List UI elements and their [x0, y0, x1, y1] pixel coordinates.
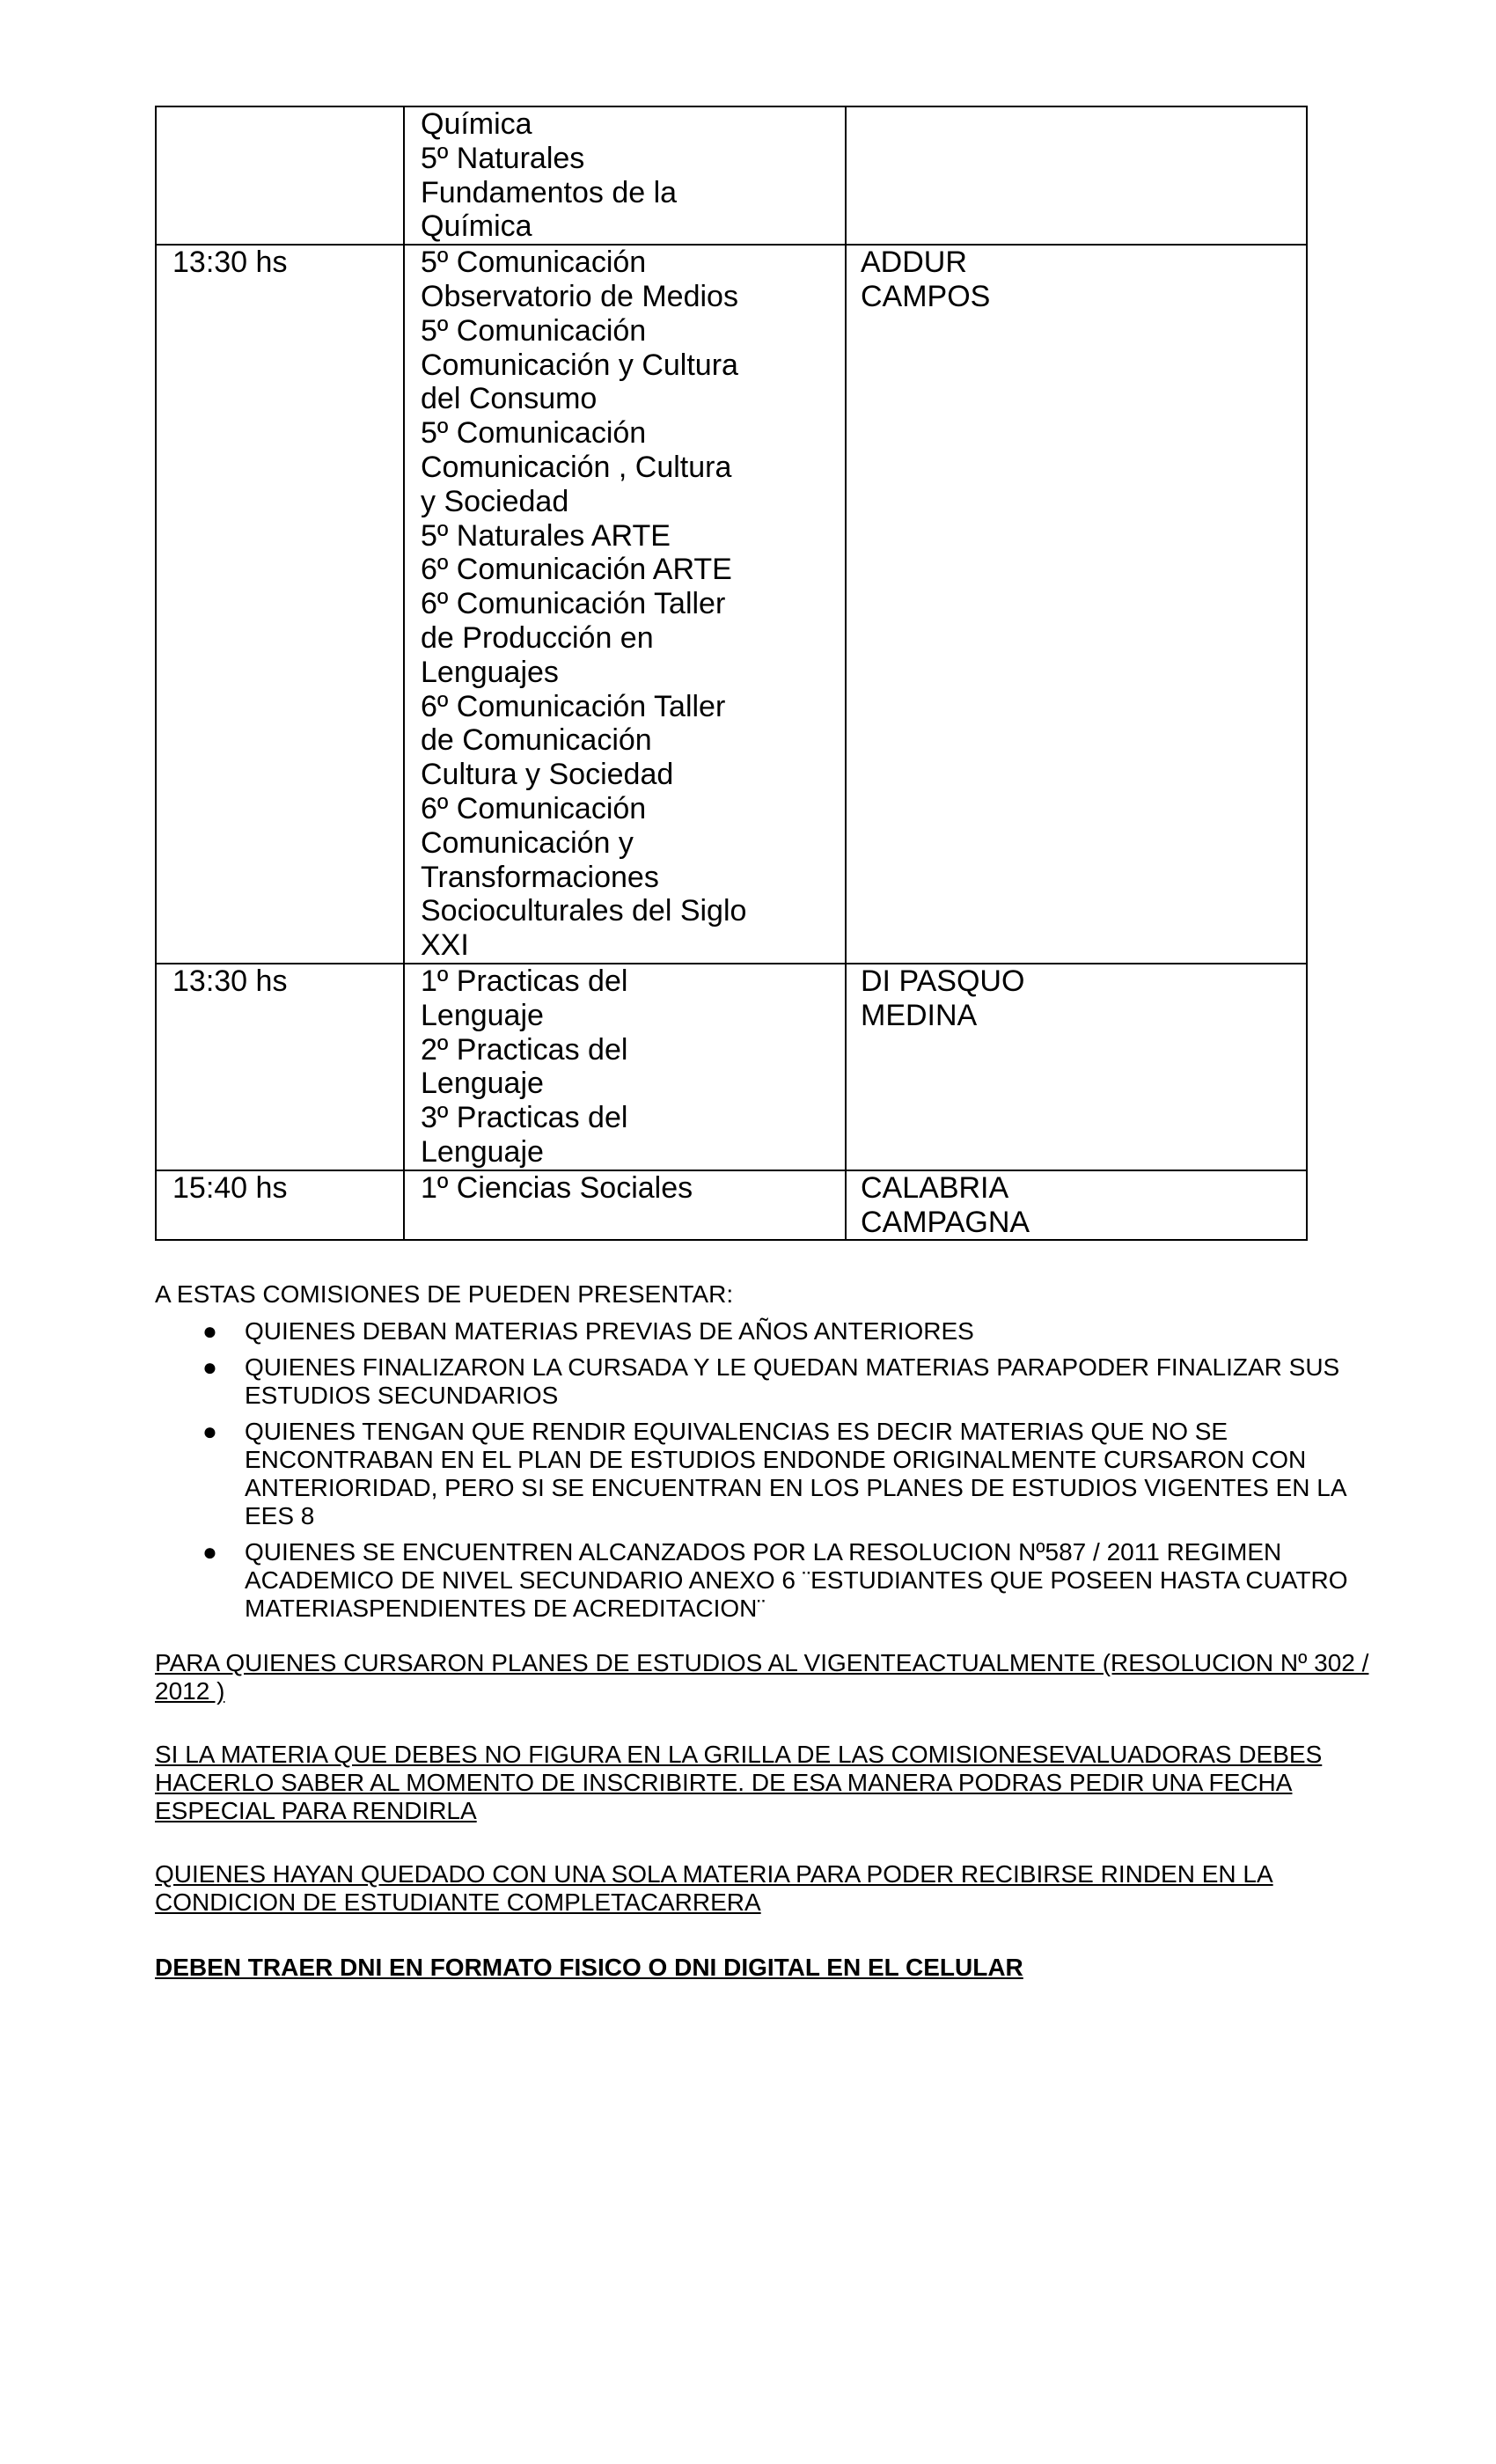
- subjects-cell: [404, 964, 846, 1170]
- subject-line: 5º Comunicación: [421, 313, 647, 348]
- subject-line: 5º Comunicación: [421, 416, 647, 451]
- subject-line: 5º Comunicación: [421, 246, 647, 280]
- time-cell: [156, 964, 404, 1170]
- table-row: [156, 964, 1307, 1170]
- subject-line: de Comunicación: [421, 723, 652, 758]
- schedule-table-body: [156, 106, 1307, 1240]
- subject-line: 2º Practicas del: [421, 1032, 628, 1067]
- time-text: 13:30 hs: [172, 246, 288, 280]
- subject-line: XXI: [421, 928, 469, 963]
- subject-line: Lenguaje: [421, 1067, 544, 1101]
- subject-line: Socioculturales del Siglo: [421, 894, 747, 928]
- time-cell: [156, 106, 404, 245]
- bullet-icon: ●: [202, 1538, 217, 1566]
- list-item: [155, 1538, 1387, 1623]
- dni-requirement-note: DEBEN TRAER DNI EN FORMATO FISICO O DNI DIGITAL EN EL CELULAR: [155, 1954, 1023, 1981]
- subject-line: 3º Practicas del: [421, 1101, 628, 1135]
- time-text: 13:30 hs: [172, 964, 288, 998]
- notes-intro: A ESTAS COMISIONES DE PUEDEN PRESENTAR:: [155, 1280, 734, 1308]
- bullet-icon: ●: [202, 1353, 217, 1381]
- table-row: [156, 245, 1307, 964]
- time-text: 15:40 hs: [172, 1170, 288, 1205]
- requirements-list: [155, 1317, 1387, 1623]
- missing-subject-note: SI LA MATERIA QUE DEBES NO FIGURA EN LA GRILLA DE LAS COMISIONESEVALUADORAS DEBES HACERLO SABER AL MOMENTO DE INSCRIBIRTE. DE ESA MANERA PODRAS PEDIR UNA FECHA ESPECIAL PARA RENDIRLA: [155, 1741, 1323, 1824]
- teachers-cell: [846, 1170, 1307, 1241]
- list-item: [155, 1418, 1387, 1530]
- subject-line: Comunicación y Cultura: [421, 348, 738, 382]
- time-cell: [156, 245, 404, 964]
- current-plan-note: PARA QUIENES CURSARON PLANES DE ESTUDIOS AL VIGENTEACTUALMENTE (RESOLUCION Nº 302 / 2012 ): [155, 1649, 1369, 1705]
- subject-line: Transformaciones: [421, 860, 659, 894]
- teachers-cell: [846, 245, 1307, 964]
- teachers-cell: [846, 964, 1307, 1170]
- subjects-cell: [404, 1170, 846, 1241]
- subject-line: 6º Comunicación Taller: [421, 587, 726, 621]
- subject-line: Cultura y Sociedad: [421, 758, 674, 792]
- list-item-text: QUIENES TENGAN QUE RENDIR EQUIVALENCIAS ES DECIR MATERIAS QUE NO SE ENCONTRABAN EN EL PLAN DE ESTUDIOS ENDONDE ORIGINALMENTE CURSARON CON ANTERIORIDAD, PERO SI SE ENCUENTRAN EN LOS PLANES DE ESTUDIOS VIGENTES EN LA EES 8: [245, 1418, 1346, 1529]
- subject-line: del Consumo: [421, 382, 598, 416]
- single-subject-note: QUIENES HAYAN QUEDADO CON UNA SOLA MATERIA PARA PODER RECIBIRSE RINDEN EN LA CONDICION DE ESTUDIANTE COMPLETACARRERA: [155, 1860, 1273, 1916]
- bullet-icon: ●: [202, 1418, 217, 1445]
- subject-line: 1º Ciencias Sociales: [421, 1170, 693, 1205]
- subject-line: Observatorio de Medios: [421, 279, 738, 313]
- subject-line: Lenguaje: [421, 998, 544, 1032]
- schedule-table: [155, 106, 1308, 1241]
- time-cell: [156, 1170, 404, 1241]
- teacher-name: CALABRIA: [861, 1170, 1009, 1205]
- subject-line: 5º Naturales: [421, 141, 585, 175]
- subject-line: y Sociedad: [421, 484, 569, 518]
- teachers-cell: [846, 106, 1307, 245]
- subject-line: Fundamentos de la: [421, 175, 678, 209]
- subject-line: 5º Naturales ARTE: [421, 518, 671, 553]
- subject-line: Lenguaje: [421, 1134, 544, 1169]
- teacher-name: CAMPAGNA: [861, 1205, 1030, 1239]
- subject-line: 1º Practicas del: [421, 964, 628, 998]
- list-item: [155, 1317, 1387, 1346]
- list-item-text: QUIENES DEBAN MATERIAS PREVIAS DE AÑOS ANTERIORES: [245, 1317, 974, 1345]
- subjects-cell: [404, 106, 846, 245]
- subject-line: Lenguajes: [421, 655, 559, 689]
- list-item-text: QUIENES FINALIZARON LA CURSADA Y LE QUEDAN MATERIAS PARAPODER FINALIZAR SUS ESTUDIOS SECUNDARIOS: [245, 1353, 1340, 1409]
- subject-line: de Producción en: [421, 620, 654, 655]
- subject-line: 6º Comunicación ARTE: [421, 553, 732, 587]
- bullet-icon: ●: [202, 1317, 217, 1345]
- table-row: [156, 106, 1307, 245]
- list-item: [155, 1353, 1387, 1410]
- subject-line: Comunicación y: [421, 825, 634, 860]
- list-item-text: QUIENES SE ENCUENTREN ALCANZADOS POR LA RESOLUCION Nº587 / 2011 REGIMEN ACADEMICO DE NIVEL SECUNDARIO ANEXO 6 ¨ESTUDIANTES QUE POSEEN HASTA CUATRO MATERIASPENDIENTES DE ACREDITACION¨: [245, 1538, 1348, 1622]
- subject-line: Química: [421, 107, 532, 141]
- notes-section: [155, 1280, 1387, 1982]
- subjects-cell: [404, 245, 846, 964]
- teacher-name: ADDUR: [861, 246, 967, 280]
- subject-line: Comunicación , Cultura: [421, 450, 732, 484]
- subject-line: 6º Comunicación Taller: [421, 689, 726, 723]
- table-row: [156, 1170, 1307, 1241]
- teacher-name: CAMPOS: [861, 279, 991, 313]
- teacher-name: MEDINA: [861, 998, 978, 1032]
- subject-line: 6º Comunicación: [421, 791, 647, 825]
- teacher-name: DI PASQUO: [861, 964, 1025, 998]
- subject-line: Química: [421, 209, 532, 244]
